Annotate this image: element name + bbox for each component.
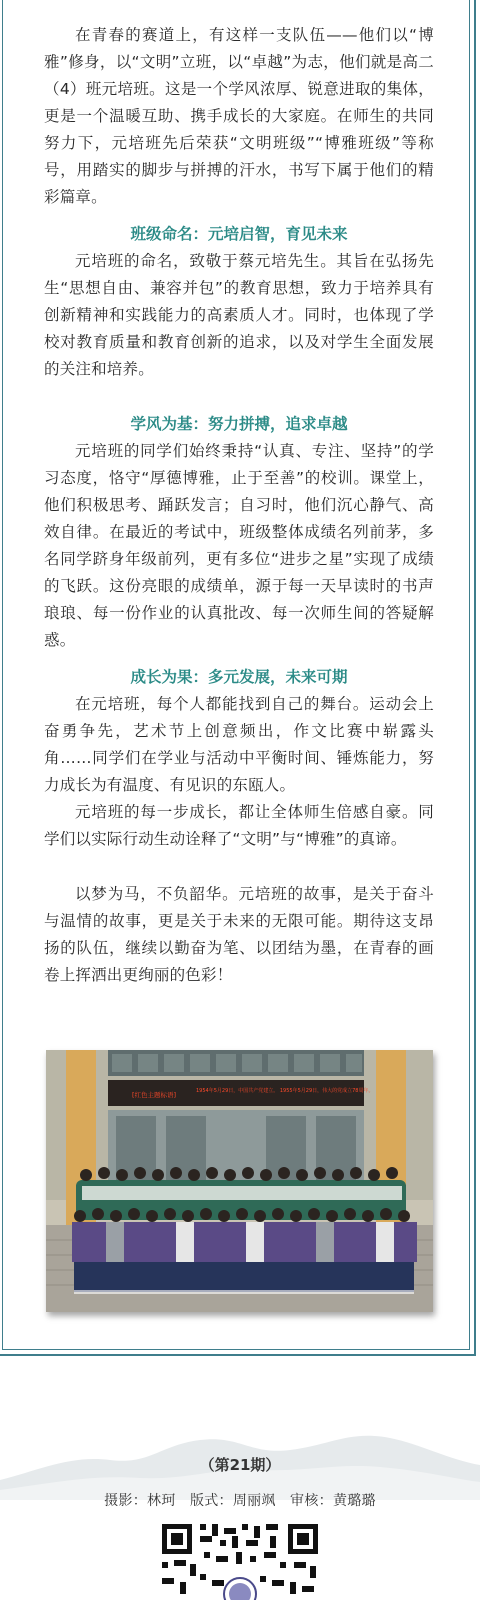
section-naming-paragraph: 元培班的命名，致敬于蔡元培先生。其旨在弘扬先生“思想自由、兼容并包”的教育思想，致力于培养具有创新精神和实践能力的高素质人才。同时，也体现了学校对教育质量和教育创新的追求，以及对学生全面发展的关注和培养。 [44, 252, 434, 378]
issue-number: （第21期） [199, 1456, 281, 1474]
section-study-paragraph: 元培班的同学们始终秉持“认真、专注、坚持”的学习态度，恪守“厚德博雅，止于至善”的校训。课堂上，他们积极思考、踊跃发言；自习时，他们沉心静气、高效自律。在最近的考试中，班级整体成绩名列前茅，多名同学跻身年级前列，更有多位“进步之星”实现了成绩的飞跃。这份亮眼的成绩单，源于每一天早读时的书声琅琅、每一份作业的认真批改、每一次师生间的答疑解惑。 [44, 442, 434, 649]
credits-line: 摄影：林珂 版式：周丽飒 审核：黄璐璐 [104, 1493, 376, 1509]
intro-paragraph: 在青春的赛道上，有这样一支队伍——他们以“博雅”修身，以“文明”立班，以“卓越”为志，他们就是高二（4）班元培班。这是一个学风浓厚、锐意进取的集体，更是一个温暖互助、携手成长的大家庭。在师生的共同努力下，元培班先后荣获“文明班级”“博雅班级”等称号，用踏实的脚步与拼搏的汗水，书写下属于他们的精彩篇章。 [44, 26, 434, 206]
closing-paragraph: 以梦为马，不负韶华。元培班的故事，是关于奋斗与温情的故事，更是关于未来的无限可能。期待这支昂扬的队伍，继续以勤奋为笔、以团结为墨，在青春的画卷上挥洒出更绚丽的色彩！ [44, 885, 434, 984]
section-heading-naming: 班级命名：元培启智，育见未来 [130, 225, 348, 243]
photo-banner-right: 1954年5月29日，中国共产党建立。 1955年5月29日，伟大的党成立78周年。 [196, 1088, 374, 1094]
section-heading-growth: 成长为果：多元发展，未来可期 [130, 668, 348, 686]
section-growth-paragraph-1: 在元培班，每个人都能找到自己的舞台。运动会上奋勇争先，艺术节上创意频出，作文比赛中崭露头角……同学们在学业与活动中平衡时间、锤炼能力，努力成长为有温度、有见识的东瓯人。 [44, 695, 434, 794]
article-body [44, 22, 434, 989]
section-heading-study: 学风为基：努力拼搏，追求卓越 [130, 415, 348, 433]
qr-code[interactable] [160, 1522, 320, 1600]
section-growth-paragraph-2: 元培班的每一步成长，都让全体师生倍感自豪。同学们以实际行动生动诠释了“文明”与“博雅”的真谛。 [44, 803, 434, 848]
class-group-photo [46, 1050, 433, 1312]
photo-banner-left: [红色主题标语] [132, 1091, 177, 1099]
footer [0, 1374, 480, 1600]
